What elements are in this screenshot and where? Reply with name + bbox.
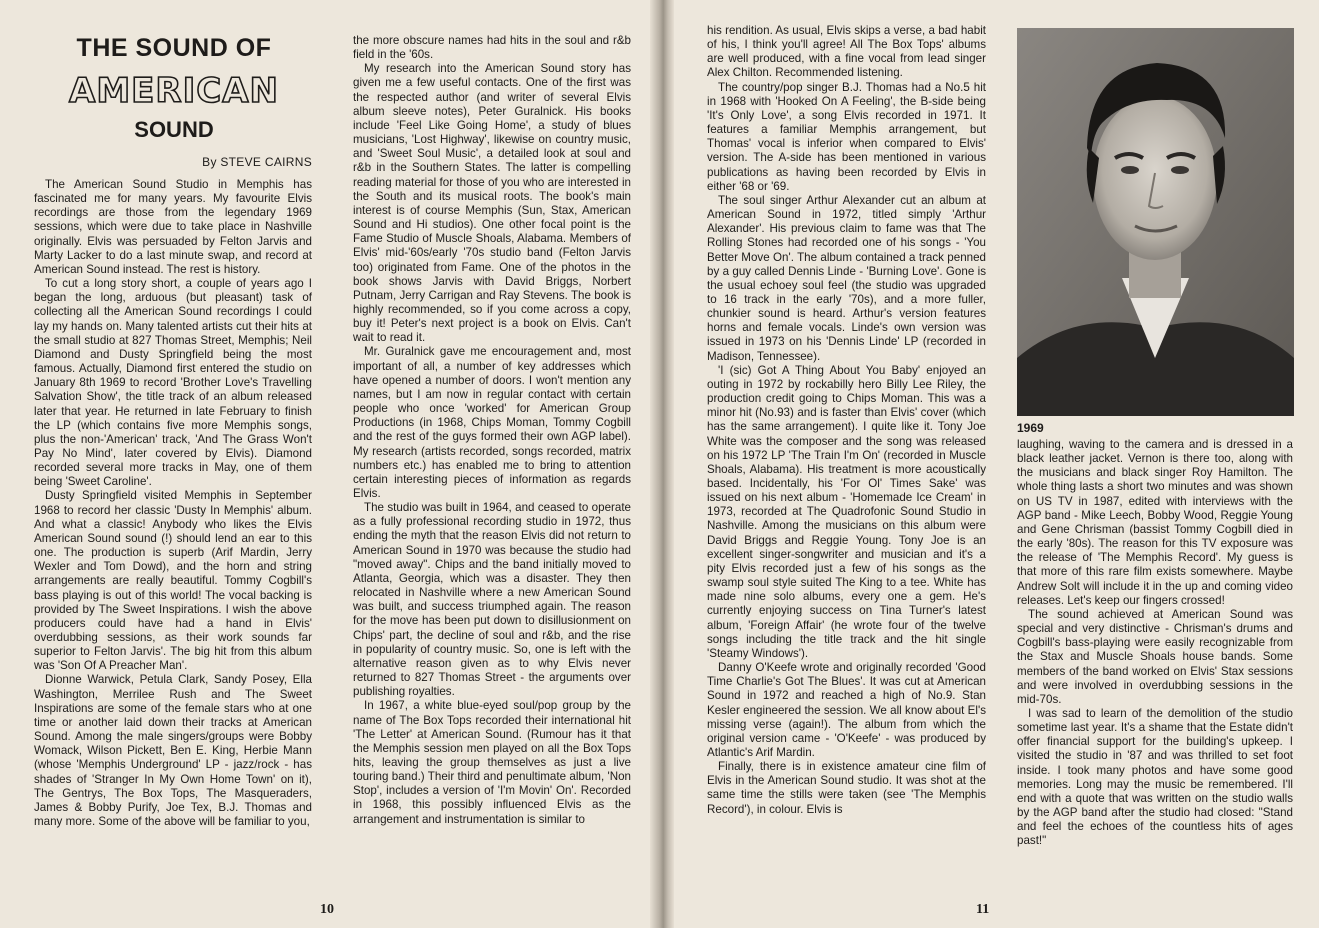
- paragraph: laughing, waving to the camera and is dressed in a black leather jacket. Vernon is there too, along with the musicians and black singer Roy Hamilton. The whole thing lasts a short two minutes and was shown on US TV in 1987, edited with interviews with the AGP band - Mike Leech, Bobby Wood, Reggie Young and Gene Chrisman (bassist Tommy Cogbill died in the early '80s). The reason for this TV exposure was the release of 'The Memphis Record'. My guess is that more of this rare film exists somewhere. Maybe Andrew Solt will include it in the up and coming video releases. Let's keep our fingers crossed!: [1017, 438, 1293, 607]
- paragraph: The country/pop singer B.J. Thomas had a No.5 hit in 1968 with 'Hooked On A Feeling', the B-side being 'It's Only Love', a song Elvis recorded in 1971. It features a familiar Memphis arrangement, but Thomas' vocal is inferior when compared to Elvis' version. The A-side has been mentioned in various publications as having been recorded by Elvis in either '68 or '69.: [707, 80, 986, 193]
- photo-caption: 1969: [1017, 421, 1044, 435]
- paragraph: The studio was built in 1964, and ceased to operate as a fully professional recording studio in 1972, thus ending the myth that the reason Elvis did not return to American Sound in 1970 was because the studio had "moved away". Chips and the band initially moved to Atlanta, Georgia, which was a disaster. They then relocated in Nashville where a new American Sound was built, and success triumphed again. The reason for the move has been put down to disillusionment on Chips' part, the decline of soul and r&b, and the rise in popularity of country music. So, one is left with the alternative reason given as to why Elvis never returned to 827 Thomas Street - the arguments over publishing royalties.: [353, 501, 631, 699]
- paragraph: Danny O'Keefe wrote and originally recorded 'Good Time Charlie's Got The Blues'. It was cut at American Sound in 1972 and reached a high of No.9. Stan Kesler engineered the session. We all know about El's missing verse (again!). The album from which the original version came - 'O'Keefe' - was produced by Atlantic's Arif Mardin.: [707, 661, 986, 759]
- paragraph: the more obscure names had hits in the soul and r&b field in the '60s.: [353, 34, 631, 62]
- title-line-2: AMERICAN: [69, 71, 279, 111]
- paragraph: In 1967, a white blue-eyed soul/pop group by the name of The Box Tops recorded their international hit 'The Letter' at American Sound. (Rumour has it that the Memphis session men played on all the Box Tops hits, leaving the group themselves as just a live touring band.) Their third and penultimate album, 'Non Stop', includes a version of 'I'm Movin' On'. Recorded in 1968, this possibly influenced Elvis as the arrangement and instrumentation is similar to: [353, 699, 631, 826]
- paragraph: I was sad to learn of the demolition of the studio sometime last year. It's a shame that the Estate didn't offer financial support for the building's upkeep. I visited the studio in '87 and was thrilled to set foot inside. I took many photos and have some good memories. Long may the music be remembered. I'll end with a quote that was written on the studio walls by the AGP band after the studio had closed: "Stand and feel the echoes of the countless hits of ages past!": [1017, 706, 1293, 848]
- paragraph: Dusty Springfield visited Memphis in September 1968 to record her classic 'Dusty In Memphis' album. And what a classic! Anybody who likes the Elvis American Sound sound (!) should lend an ear to this one. The production is superb (Arif Mardin, Jerry Wexler and Tom Dowd), and the horn and string arrangements are really beautiful. Tommy Cogbill's bass playing is out of this world! The vocal backing is provided by The Sweet Inspirations. I wish the above producers could have had a hand in Elvis' overdubbing sessions, as their work sounds far superior to Felton Jarvis'. The big hit from this album was 'Son Of A Preacher Man'.: [34, 489, 312, 673]
- right-column-2: [1017, 438, 1293, 849]
- right-column-1: [707, 24, 986, 817]
- paragraph: To cut a long story short, a couple of years ago I began the long, arduous (but pleasant) task of collecting all the American Sound recordings I could lay my hands on. Many talented artists cut their hits at the small studio at 827 Thomas Street, Memphis; Neil Diamond and Dusty Springfield being the most famous. Actually, Diamond first entered the studio on January 8th 1969 to record 'Brother Love's Travelling Salvation Show', the title track of an album released later that year. He returned in late February to finish the LP (which contains five more Memphis songs, plus the non-'American' track, 'And The Grass Won't Pay No Mind', later covered by Elvis). Diamond recorded several more tracks in May, one of them being 'Sweet Caroline'.: [34, 277, 312, 489]
- left-page: [0, 0, 656, 928]
- paragraph: The American Sound Studio in Memphis has fascinated me for many years. My favourite Elvis recordings are those from the legendary 1969 sessions, which were due to take place in Nashville originally. Elvis was persuaded by Felton Jarvis and Marty Lacker to do a last minute swap, and record at American Sound instead. The rest is history.: [34, 178, 312, 276]
- paragraph: The soul singer Arthur Alexander cut an album at American Sound in 1972, titled simply 'Arthur Alexander'. His previous claim to fame was that The Rolling Stones had recorded one of his songs - 'You Better Move On'. The album contained a track penned by a guy called Dennis Linde - 'Burning Love'. Gone is the usual echoey soul feel (the studio was upgraded to 16 track in the early '70s), and a more fuller, chunkier sound is heard. Arthur's version features horns and female vocals. Linde's own version was issued in 1973 on his 'Dennis Linde' LP (recorded in Madison, Tennessee).: [707, 193, 986, 363]
- portrait-image: [1017, 28, 1294, 416]
- left-column-1: [34, 178, 312, 829]
- book-gutter: [650, 0, 674, 928]
- byline: By STEVE CAIRNS: [202, 155, 312, 169]
- elvis-photo: [1017, 28, 1294, 416]
- paragraph: Mr. Guralnick gave me encouragement and, most important of all, a number of key addresses which have opened a number of doors. I won't mention any names, but I am now in regular contact with certain people who once 'worked' for American Group Productions (in 1968, Chips Moman, Tommy Cogbill and the rest of the guys formed their own AGP label). My research (artists recorded, songs recorded, matrix numbers etc.) has enabled me to bring to attention certain interesting pieces of information as regards Elvis.: [353, 345, 631, 500]
- paragraph: The sound achieved at American Sound was special and very distinctive - Chrisman's drums and Cogbill's bass-playing were easily recognizable from the Stax and Muscle Shoals house bands. Some members of the band worked on Elvis' Stax sessions and were involved in overdubbing sessions in the mid-70s.: [1017, 607, 1293, 706]
- paragraph: 'I (sic) Got A Thing About You Baby' enjoyed an outing in 1972 by rockabilly hero Billy Lee Riley, the production credit going to Chips Moman. This was a minor hit (No.93) and is faster than Elvis' cover (which has the same arrangement). I quite like it. Tony Joe White was the composer and the song was released on his 1972 LP 'The Train I'm On' (recorded in Muscle Shoals, Alabama). His treatment is more acoustically based. Incidentally, his 'For Ol' Times Sake' was issued on his next album - 'Homemade Ice Cream' in 1973, recorded at The Quadrofonic Sound Studio in Nashville. Among the musicians on this album were David Briggs and Reggie Young. Tony Joe is an excellent singer-songwriter and musician and it's a pity Elvis recorded just a few of his songs as the swamp soul style suited The King to a tee. White has made nine solo albums, every one a gem. He's currently enjoying success on Tina Turner's latest album, 'Foreign Affair' (he wrote four of the twelve songs including the title track and the hit single 'Steamy Windows').: [707, 363, 986, 660]
- paragraph: his rendition. As usual, Elvis skips a verse, a bad habit of his, I think you'll agree! All The Box Tops' albums are well produced, with a fine vocal from lead singer Alex Chilton. Recommended listening.: [707, 24, 986, 80]
- page-number-left: 10: [320, 902, 334, 917]
- title-line-3: SOUND: [134, 117, 214, 142]
- page-number-right: 11: [976, 902, 990, 917]
- paragraph: My research into the American Sound story has given me a few useful contacts. One of the first was the respected author (and writer of several Elvis album sleeve notes), Peter Guralnick. His books include 'Feel Like Going Home', a study of blues musicians, 'Lost Highway', likewise on country music, and 'Sweet Soul Music', a detailed look at soul and r&b in the Southern States. The latter is compelling reading material for those of you who are interested in the South and its musical roots. The book's main interest is of course Memphis (Sun, Stax, American Sound and Hi studios). One other focal point is the Fame Studio of Muscle Shoals, Alabama. Members of Elvis' mid-'60s/early '70s studio band (Felton Jarvis too) originated from Fame. One of the photos in the book shows Jarvis with David Briggs, Norbert Putnam, Jerry Carrigan and Ray Stevens. The book is highly recommended, so if you come across a copy, buy it! Peter's next project is a book on Elvis. Can't wait to read it.: [353, 62, 631, 345]
- article-title: [34, 34, 314, 143]
- left-column-2: [353, 34, 631, 827]
- paragraph: Dionne Warwick, Petula Clark, Sandy Posey, Ella Washington, Merrilee Rush and The Sweet Inspirations are some of the female stars who at one time or another laid down their tracks at American Sound. Among the male singers/groups were Bobby Womack, Wilson Pickett, Ben E. King, Herbie Mann (whose 'Memphis Underground' LP - jazz/rock - has shades of 'Stranger In My Own Home Town' on it), The Gentrys, The Box Tops, The Masqueraders, James & Bobby Purify, Joe Tex, B.J. Thomas and many more. Some of the above will be familiar to you,: [34, 673, 312, 829]
- title-line-1: THE SOUND OF: [76, 34, 272, 62]
- paragraph: Finally, there is in existence amateur cine film of Elvis in the American Sound studio. It was shot at the same time the stills were taken (see 'The Memphis Record'), in colour. Elvis is: [707, 760, 986, 816]
